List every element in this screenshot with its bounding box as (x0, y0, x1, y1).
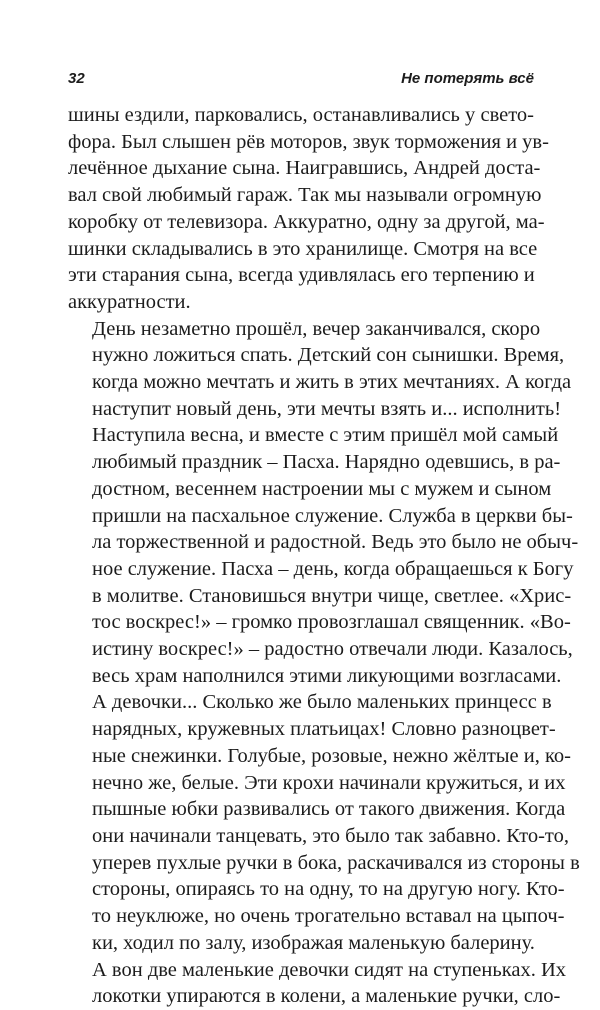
text-line: лечённое дыхание сына. Наигравшись, Андрей доста- (68, 157, 541, 180)
text-line: А девочки... Сколько же было маленьких принцесс в (92, 691, 552, 714)
text-line: шинки складывались в это хранилище. Смотря на все (68, 237, 538, 260)
text-line: то неуклюже, но очень трогательно вставал на цыпоч- (92, 905, 565, 928)
text-line: День незаметно прошёл, вечер заканчивался, скоро (92, 317, 541, 340)
text-line: наступит новый день, эти мечты взять и... исполнить! (92, 397, 562, 420)
body-text (68, 102, 580, 1010)
text-line: достном, весеннем настроении мы с мужем и сыном (92, 477, 552, 500)
text-line: аккуратности. (68, 290, 191, 313)
text-line: весь храм наполнился этими ликующими возгласами. (92, 664, 562, 687)
text-line: стороны, опираясь то на одну, то на другую ногу. Кто- (92, 878, 565, 901)
text-line: тос воскрес!» – громко провозглашал священник. «Во- (92, 611, 571, 634)
text-line: они начинали танцевать, это было так забавно. Кто-то, (92, 824, 569, 847)
text-line: когда можно мечтать и жить в этих мечтаниях. А когда (92, 371, 572, 394)
text-line: истину воскрес!» – радостно отвечали люди. Казалось, (92, 638, 573, 661)
text-line: ки, ходил по залу, изображая маленькую балерину. (92, 931, 535, 954)
text-line: локотки упираются в колени, а маленькие ручки, сло- (92, 985, 561, 1008)
text-line: эти старания сына, всегда удивлялась его терпению и (68, 264, 535, 287)
text-line: нужно ложиться спать. Детский сон сынишки. Время, (92, 344, 565, 367)
text-line: пришли на пасхальное служение. Служба в церкви бы- (92, 504, 573, 527)
text-line: коробку от телевизора. Аккуратно, одну за другой, ма- (68, 210, 545, 233)
running-title: Не потерять всё (401, 70, 534, 87)
text-line: Наступила весна, и вместе с этим пришёл мой самый (92, 424, 559, 447)
paragraph (68, 102, 549, 316)
text-line: фора. Был слышен рёв моторов, звук торможения и ув- (68, 130, 549, 153)
paragraph (68, 422, 579, 689)
text-line: нечно же, белые. Эти крохи начинали кружиться, и их (92, 771, 566, 794)
paragraph (68, 689, 580, 1009)
text-line: любимый праздник – Пасха. Нарядно одевшись, в ра- (92, 451, 561, 474)
text-line: ла торжественной и радостной. Ведь это было не обыч- (92, 531, 579, 554)
text-line: ное служение. Пасха – день, когда обращаешься к Богу (92, 557, 574, 580)
text-line: вал свой любимый гараж. Так мы называли огромную (68, 184, 542, 207)
text-line: пышные юбки развивались от такого движения. Когда (92, 798, 566, 821)
paragraph (68, 316, 572, 423)
text-line: шины ездили, парковались, останавливались у свето- (68, 104, 534, 126)
page-header (68, 70, 534, 92)
page-number: 32 (68, 70, 85, 87)
text-line: А вон две маленькие девочки сидят на ступеньках. Их (92, 958, 567, 981)
text-line: нарядных, кружевных платьицах! Словно разноцвет- (92, 718, 556, 741)
text-line: уперев пухлые ручки в бока, раскачивался из стороны в (92, 851, 580, 874)
text-line: ные снежинки. Голубые, розовые, нежно жёлтые и, ко- (92, 744, 571, 767)
text-line: в молитве. Становишься внутри чище, светлее. «Хрис- (92, 584, 572, 607)
